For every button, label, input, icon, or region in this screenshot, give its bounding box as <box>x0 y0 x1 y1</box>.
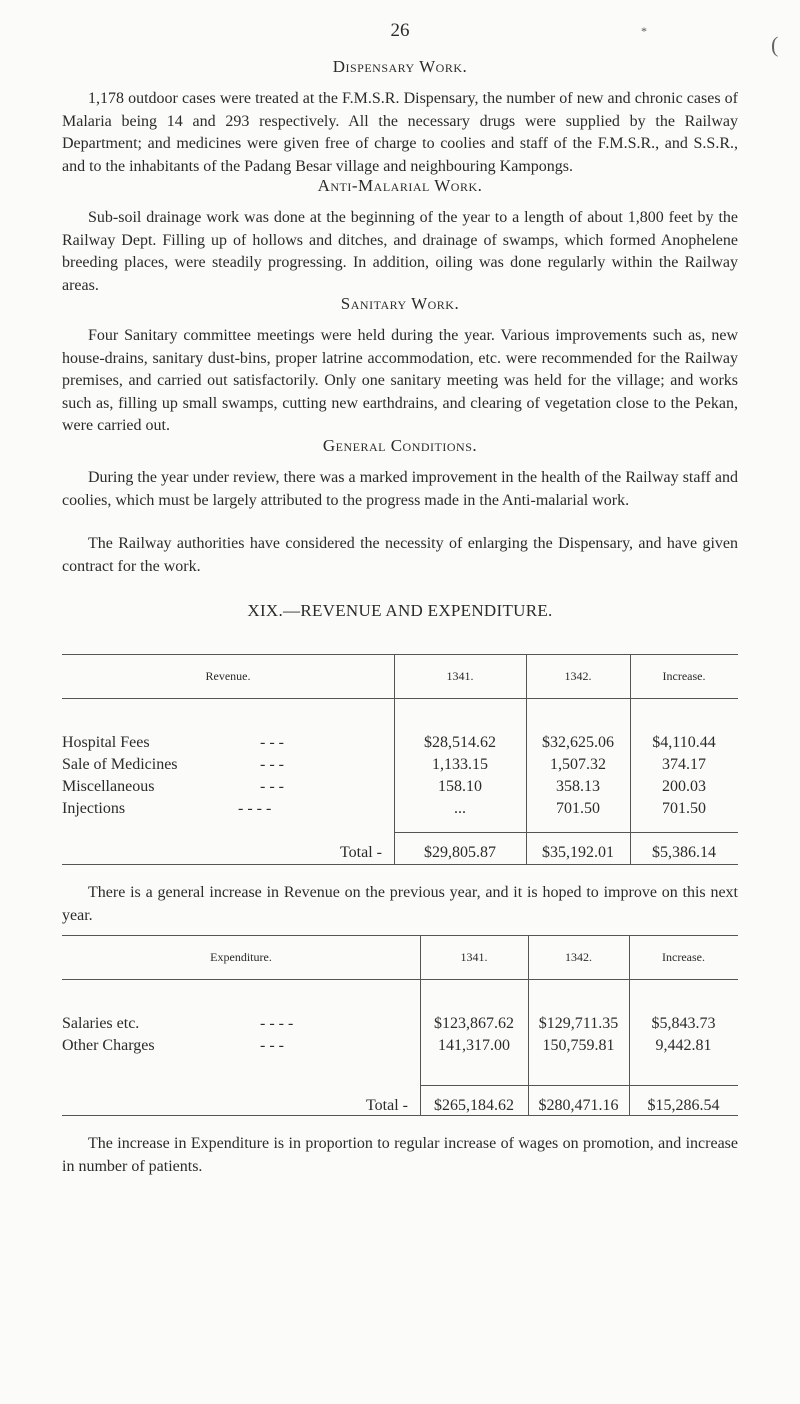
cell-1341: $123,867.62 <box>434 1015 514 1032</box>
row-dashes: - - - - <box>238 800 272 817</box>
cell-1342: $32,625.06 <box>542 734 614 751</box>
total-1342: $280,471.16 <box>538 1097 619 1114</box>
sanitary-paragraph: Four Sanitary committee meetings were held during the year. Various improvements such as, new house-drains, sanitary dust-bins, proper latrine accommodation, etc. were recommended for the Railway premises, and carried out satisfactorily. Only one sanitary meeting was held for the village; and works such as, filling up small swamps, cutting new earthdrains, and clearing of vegetation close to the Pekan, were carried out. <box>62 327 738 434</box>
table-row <box>62 778 392 796</box>
cell-1341: 141,317.00 <box>438 1037 510 1054</box>
table-row <box>62 756 392 774</box>
anti-malarial-paragraph: Sub-soil drainage work was done at the beginning of the year to a length of about 1,800 feet by the Railway Dept. Filling up of hollows and ditches, and drainage of swamps, which formed Anophelene breeding places, were steadily progressing. In addition, oiling was done regularly within the Railway areas. <box>62 209 738 294</box>
table-row <box>62 1015 392 1033</box>
revenue-header-increase: Increase. <box>662 669 706 683</box>
total-1341: $29,805.87 <box>424 844 496 861</box>
expenditure-table <box>62 935 738 1115</box>
cell-1341: 158.10 <box>438 778 482 795</box>
cell-1341: 1,133.15 <box>432 756 488 773</box>
margin-mark: * <box>641 24 647 38</box>
row-dashes: - - - <box>260 778 284 795</box>
cell-increase: $4,110.44 <box>652 734 716 751</box>
general-conditions-paragraph-2: The Railway authorities have considered the necessity of enlarging the Dispensary, and have given contract for the work. <box>62 535 738 575</box>
cell-increase: 701.50 <box>662 800 706 817</box>
cell-1341: $28,514.62 <box>424 734 496 751</box>
expenditure-note: The increase in Expenditure is in proportion to regular increase of wages on promotion, and increase in number of patients. <box>62 1135 738 1175</box>
cell-1342: $129,711.35 <box>538 1015 619 1032</box>
dispensary-paragraph: 1,178 outdoor cases were treated at the F.M.S.R. Dispensary, the number of new and chronic cases of Malaria being 14 and 293 respectively. All the necessary drugs were supplied by the Railway Department; and medicines were given free of charge to coolies and staff of the F.M.S.R., and S.S.R., and to the inhabitants of the Padang Besar village and neighbouring Kampongs. <box>62 90 738 175</box>
general-conditions-paragraph-1: During the year under review, there was a marked improvement in the health of the Railway staff and coolies, which must be largely attributed to the progress made in the Anti-malarial work. <box>62 469 738 509</box>
page-number: 26 <box>390 20 410 41</box>
expenditure-header-increase: Increase. <box>662 950 705 964</box>
total-label: Total - <box>366 1097 408 1114</box>
total-1341: $265,184.62 <box>434 1097 514 1114</box>
revenue-table <box>62 654 738 864</box>
revenue-note: There is a general increase in Revenue on the previous year, and it is hoped to improve on this next year. <box>62 884 738 924</box>
row-label: Salaries etc. <box>62 1015 140 1032</box>
cell-1342: 358.13 <box>556 778 600 795</box>
cell-increase: 374.17 <box>662 756 706 773</box>
revenue-header-1341: 1341. <box>446 669 474 683</box>
total-label: Total - <box>340 844 382 861</box>
cell-increase: $5,843.73 <box>651 1015 716 1032</box>
table-row <box>62 800 392 818</box>
row-label: Other Charges <box>62 1037 155 1054</box>
total-1342: $35,192.01 <box>542 844 614 861</box>
row-label: Hospital Fees <box>62 734 150 751</box>
general-conditions-heading: General Conditions. <box>322 436 478 455</box>
revenue-header-label: Revenue. <box>205 669 251 683</box>
row-dashes: - - - - <box>260 1015 294 1032</box>
cell-1341: ... <box>454 800 466 817</box>
cell-increase: 200.03 <box>662 778 706 795</box>
total-increase: $5,386.14 <box>652 844 716 861</box>
row-label: Miscellaneous <box>62 778 155 795</box>
row-dashes: - - - <box>260 1037 284 1054</box>
cell-increase: 9,442.81 <box>655 1037 712 1054</box>
table-row <box>62 1037 392 1055</box>
cell-1342: 701.50 <box>556 800 600 817</box>
row-dashes: - - - <box>260 756 284 773</box>
cell-1342: 150,759.81 <box>542 1037 615 1054</box>
expenditure-header-1342: 1342. <box>565 950 592 964</box>
anti-malarial-heading: Anti-Malarial Work. <box>317 176 483 195</box>
expenditure-header-label: Expenditure. <box>210 950 272 964</box>
row-label: Sale of Medicines <box>62 756 178 773</box>
total-increase: $15,286.54 <box>647 1097 720 1114</box>
sanitary-heading: Sanitary Work. <box>340 294 460 313</box>
cell-1342: 1,507.32 <box>550 756 606 773</box>
section-title: XIX.—REVENUE AND EXPENDITURE. <box>247 601 553 620</box>
row-label: Injections <box>62 800 126 817</box>
margin-paren: ( <box>771 32 779 57</box>
dispensary-heading: Dispensary Work. <box>332 57 468 76</box>
expenditure-header-1341: 1341. <box>460 950 488 964</box>
revenue-header-1342: 1342. <box>564 669 592 683</box>
row-dashes: - - - <box>260 734 284 751</box>
table-row <box>62 734 392 752</box>
